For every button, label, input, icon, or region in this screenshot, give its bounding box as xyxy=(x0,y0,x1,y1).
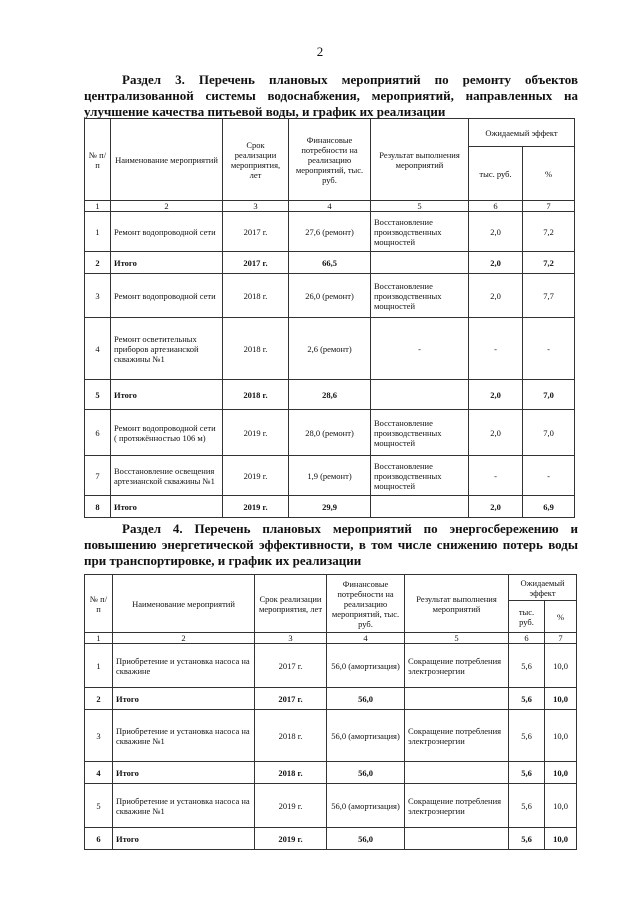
header-result: Результат выполнения мероприятий xyxy=(405,575,509,633)
row-effect-rub: 5,6 xyxy=(509,644,545,688)
row-finance: 56,0 xyxy=(327,828,405,850)
index-cell: 1 xyxy=(85,201,111,212)
header-finance: Финансовые потребности на реализацию мероприятий, тыс. руб. xyxy=(289,119,371,201)
row-num: 2 xyxy=(85,252,111,274)
table-row xyxy=(85,212,575,252)
index-cell: 6 xyxy=(509,633,545,644)
row-name: Итого xyxy=(113,688,255,710)
row-term: 2018 г. xyxy=(223,274,289,318)
row-finance: 28,0 (ремонт) xyxy=(289,410,371,456)
row-term: 2019 г. xyxy=(223,496,289,518)
row-term: 2019 г. xyxy=(255,828,327,850)
row-name: Приобретение и установка насоса на скважине №1 xyxy=(113,784,255,828)
table-row xyxy=(85,456,575,496)
table-row xyxy=(85,784,577,828)
row-name: Итого xyxy=(111,496,223,518)
row-result xyxy=(405,762,509,784)
row-name: Итого xyxy=(113,762,255,784)
row-result: Восстановление производственных мощностей xyxy=(371,274,469,318)
row-name: Восстановление освещения артезианской скважины №1 xyxy=(111,456,223,496)
row-effect-pct: 10,0 xyxy=(545,710,577,762)
row-name: Ремонт водопроводной сети xyxy=(111,212,223,252)
row-finance: 56,0 xyxy=(327,688,405,710)
row-result: Сокращение потребления электроэнергии xyxy=(405,784,509,828)
row-num: 6 xyxy=(85,828,113,850)
row-term: 2019 г. xyxy=(223,410,289,456)
row-name: Итого xyxy=(111,252,223,274)
row-result: Сокращение потребления электроэнергии xyxy=(405,644,509,688)
row-num: 4 xyxy=(85,318,111,380)
row-result xyxy=(371,252,469,274)
header-name: Наименование мероприятий xyxy=(113,575,255,633)
row-finance: 1,9 (ремонт) xyxy=(289,456,371,496)
row-finance: 29,9 xyxy=(289,496,371,518)
row-effect-pct: 7,2 xyxy=(523,212,575,252)
row-effect-pct: 7,2 xyxy=(523,252,575,274)
table-row-total xyxy=(85,762,577,784)
row-result: - xyxy=(371,318,469,380)
table-row xyxy=(85,410,575,456)
row-num: 6 xyxy=(85,410,111,456)
row-result: Восстановление производственных мощностей xyxy=(371,410,469,456)
row-effect-pct: 10,0 xyxy=(545,644,577,688)
row-effect-rub: 5,6 xyxy=(509,784,545,828)
row-term: 2018 г. xyxy=(223,380,289,410)
row-result xyxy=(371,496,469,518)
header-finance: Финансовые потребности на реализацию мероприятий, тыс. руб. xyxy=(327,575,405,633)
row-name: Приобретение и установка насоса на скважине xyxy=(113,644,255,688)
page-number: 2 xyxy=(316,44,324,59)
row-finance: 28,6 xyxy=(289,380,371,410)
index-cell: 6 xyxy=(469,201,523,212)
row-effect-rub: - xyxy=(469,456,523,496)
row-result: Сокращение потребления электроэнергии xyxy=(405,710,509,762)
section3-title: Раздел 3. Перечень плановых мероприятий по ремонту объектов централизованной системы водоснабжения, мероприятий, направленных на улучшение качества питьевой воды, и график их реализации xyxy=(84,72,578,119)
header-name: Наименование мероприятий xyxy=(111,119,223,201)
table-row xyxy=(85,318,575,380)
row-finance: 2,6 (ремонт) xyxy=(289,318,371,380)
row-finance: 27,6 (ремонт) xyxy=(289,212,371,252)
row-term: 2018 г. xyxy=(223,318,289,380)
row-term: 2017 г. xyxy=(223,212,289,252)
row-effect-rub: 2,0 xyxy=(469,410,523,456)
table-row-total xyxy=(85,496,575,518)
row-num: 3 xyxy=(85,710,113,762)
index-cell: 4 xyxy=(327,633,405,644)
row-result xyxy=(405,688,509,710)
row-effect-pct: 7,0 xyxy=(523,380,575,410)
row-num: 2 xyxy=(85,688,113,710)
row-finance: 56,0 (амортизация) xyxy=(327,644,405,688)
index-cell: 5 xyxy=(405,633,509,644)
row-effect-rub: - xyxy=(469,318,523,380)
row-effect-rub: 2,0 xyxy=(469,274,523,318)
row-effect-pct: 6,9 xyxy=(523,496,575,518)
row-effect-pct: 10,0 xyxy=(545,762,577,784)
header-term: Срок реализации мероприятия, лет xyxy=(255,575,327,633)
row-result xyxy=(405,828,509,850)
row-term: 2018 г. xyxy=(255,762,327,784)
row-result xyxy=(371,380,469,410)
row-num: 1 xyxy=(85,212,111,252)
row-term: 2018 г. xyxy=(255,710,327,762)
index-cell: 7 xyxy=(523,201,575,212)
row-effect-pct: 10,0 xyxy=(545,784,577,828)
row-effect-pct: - xyxy=(523,318,575,380)
row-effect-rub: 5,6 xyxy=(509,688,545,710)
header-effect-rub: тыс. руб. xyxy=(469,147,523,201)
row-term: 2019 г. xyxy=(255,784,327,828)
index-cell: 5 xyxy=(371,201,469,212)
row-name: Ремонт водопроводной сети ( протяжённостью 106 м) xyxy=(111,410,223,456)
table-row-total xyxy=(85,252,575,274)
row-finance: 66,5 xyxy=(289,252,371,274)
row-effect-rub: 2,0 xyxy=(469,212,523,252)
row-effect-rub: 2,0 xyxy=(469,380,523,410)
row-effect-pct: 10,0 xyxy=(545,828,577,850)
row-effect-rub: 5,6 xyxy=(509,710,545,762)
row-num: 8 xyxy=(85,496,111,518)
row-num: 7 xyxy=(85,456,111,496)
row-term: 2017 г. xyxy=(255,644,327,688)
row-result: Восстановление производственных мощностей xyxy=(371,456,469,496)
row-num: 4 xyxy=(85,762,113,784)
row-name: Итого xyxy=(111,380,223,410)
row-effect-rub: 5,6 xyxy=(509,828,545,850)
row-name: Ремонт осветительных приборов артезианской скважины №1 xyxy=(111,318,223,380)
row-effect-rub: 2,0 xyxy=(469,252,523,274)
index-cell: 3 xyxy=(255,633,327,644)
row-term: 2017 г. xyxy=(255,688,327,710)
index-row xyxy=(85,201,575,212)
row-finance: 26,0 (ремонт) xyxy=(289,274,371,318)
row-effect-rub: 5,6 xyxy=(509,762,545,784)
row-effect-rub: 2,0 xyxy=(469,496,523,518)
row-num: 1 xyxy=(85,644,113,688)
row-effect-pct: - xyxy=(523,456,575,496)
table-row xyxy=(85,644,577,688)
index-cell: 7 xyxy=(545,633,577,644)
section4-title: Раздел 4. Перечень плановых мероприятий по энергосбережению и повышению энергетической эффективности, в том числе снижению потерь воды при транспортировке, и график их реализации xyxy=(84,521,578,568)
index-cell: 4 xyxy=(289,201,371,212)
row-result: Восстановление производственных мощностей xyxy=(371,212,469,252)
table-row xyxy=(85,710,577,762)
header-effect-rub: тыс. руб. xyxy=(509,601,545,633)
index-row xyxy=(85,633,577,644)
row-finance: 56,0 (амортизация) xyxy=(327,784,405,828)
row-num: 3 xyxy=(85,274,111,318)
header-effect-pct: % xyxy=(545,601,577,633)
header-effect: Ожидаемый эффект xyxy=(509,575,577,601)
header-effect: Ожидаемый эффект xyxy=(469,119,575,147)
index-cell: 2 xyxy=(111,201,223,212)
header-effect-pct: % xyxy=(523,147,575,201)
section3-table xyxy=(84,118,575,518)
row-term: 2019 г. xyxy=(223,456,289,496)
row-finance: 56,0 (амортизация) xyxy=(327,710,405,762)
header-num: № п/п xyxy=(85,119,111,201)
table-row-total xyxy=(85,688,577,710)
header-result: Результат выполнения мероприятий xyxy=(371,119,469,201)
table-row xyxy=(85,274,575,318)
row-num: 5 xyxy=(85,784,113,828)
row-num: 5 xyxy=(85,380,111,410)
table-row-total xyxy=(85,380,575,410)
section4-table xyxy=(84,574,577,850)
index-cell: 2 xyxy=(113,633,255,644)
row-effect-pct: 7,0 xyxy=(523,410,575,456)
header-num: № п/п xyxy=(85,575,113,633)
index-cell: 3 xyxy=(223,201,289,212)
header-term: Срок реализации мероприятия, лет xyxy=(223,119,289,201)
row-name: Ремонт водопроводной сети xyxy=(111,274,223,318)
row-name: Итого xyxy=(113,828,255,850)
table-row-total xyxy=(85,828,577,850)
row-term: 2017 г. xyxy=(223,252,289,274)
row-effect-pct: 7,7 xyxy=(523,274,575,318)
row-finance: 56,0 xyxy=(327,762,405,784)
row-name: Приобретение и установка насоса на скважине №1 xyxy=(113,710,255,762)
row-effect-pct: 10,0 xyxy=(545,688,577,710)
index-cell: 1 xyxy=(85,633,113,644)
